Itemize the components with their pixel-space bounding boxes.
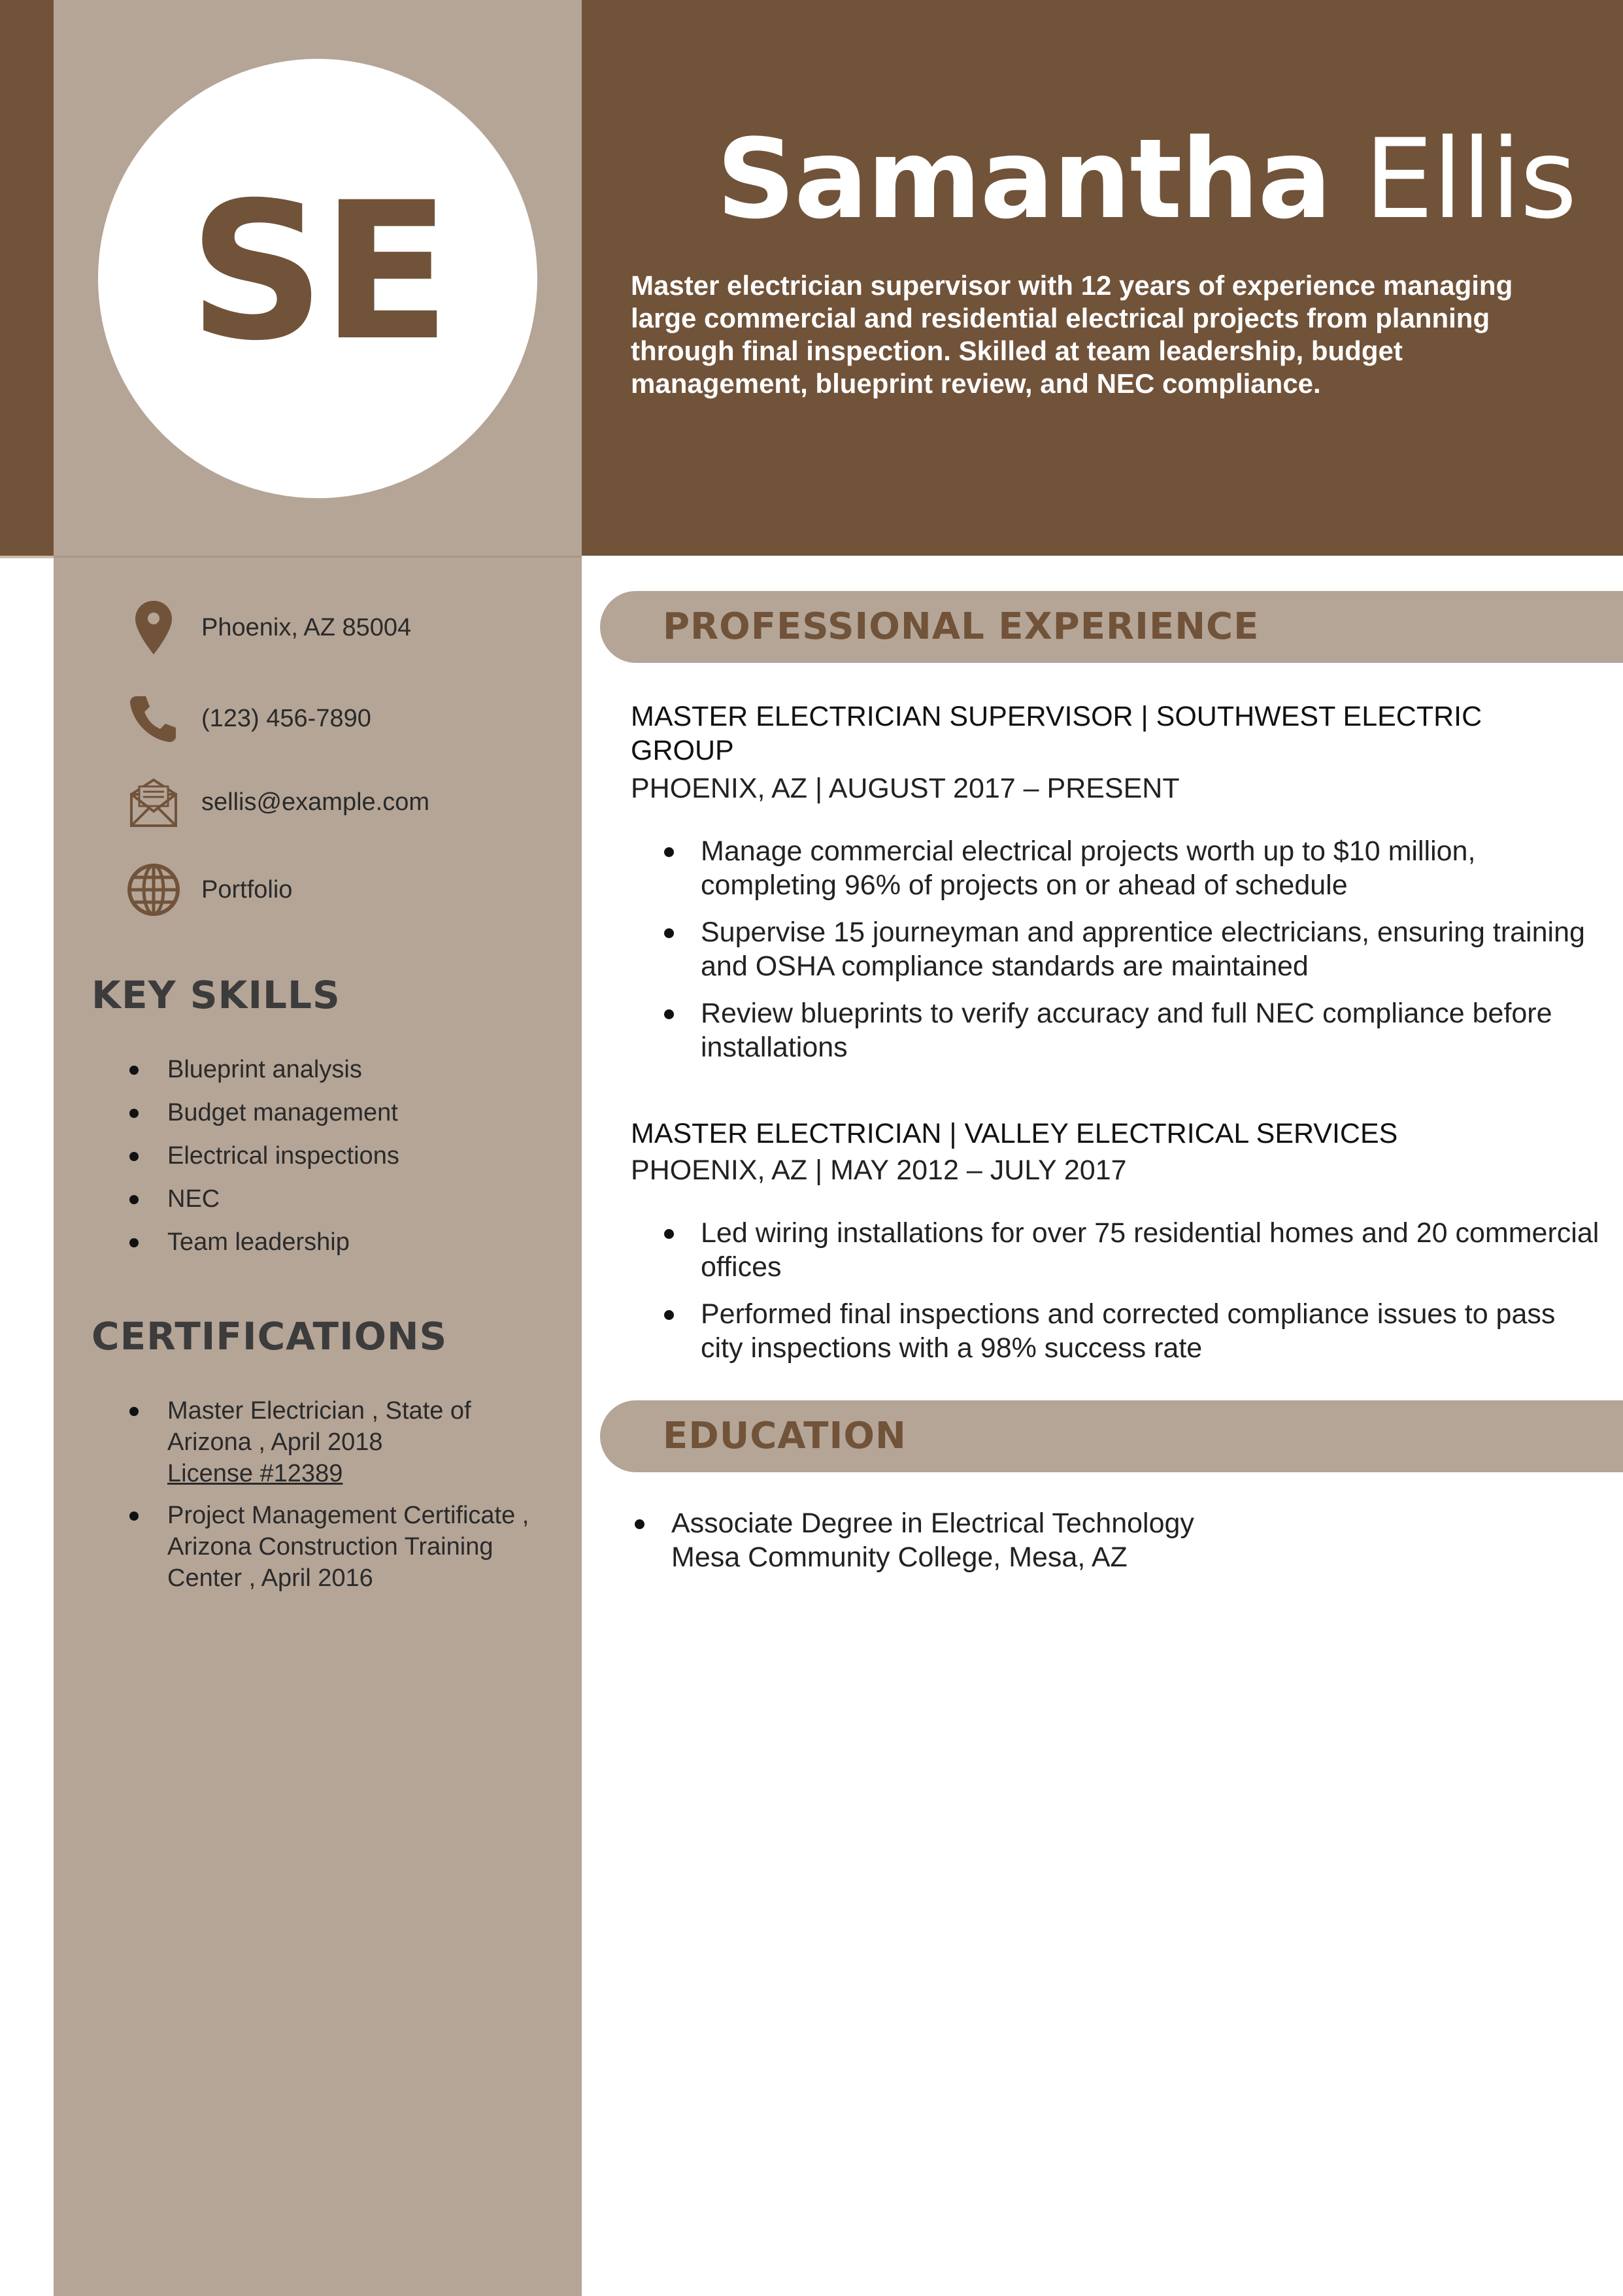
job-meta: PHOENIX, AZ | MAY 2012 – JULY 2017	[631, 1155, 1127, 1186]
map-pin-icon	[124, 598, 183, 657]
education-section-bar	[600, 1400, 1623, 1472]
contact-location	[124, 598, 411, 657]
last-name: Ellis	[1364, 115, 1576, 243]
email-link[interactable]: sellis@example.com	[201, 788, 430, 816]
monogram-initials: SE	[188, 161, 447, 382]
contact-portfolio	[124, 860, 292, 919]
contact-email	[124, 773, 429, 832]
location-text: Phoenix, AZ 85004	[201, 613, 412, 641]
skill-item: Team leadership	[124, 1226, 556, 1270]
globe-icon	[124, 860, 183, 919]
job-bullet: Performed final inspections and corrected compliance issues to pass city inspections with a 98% success rate	[660, 1297, 1601, 1365]
job-bullet: Supervise 15 journeyman and apprentice electricians, ensuring training and OSHA compliance standards are maintained	[660, 915, 1601, 983]
degree-name: Associate Degree in Electrical Technology	[671, 1508, 1194, 1539]
skill-item: NEC	[124, 1183, 556, 1226]
phone-icon	[124, 689, 183, 748]
job-title: MASTER ELECTRICIAN SUPERVISOR | SOUTHWEST ELECTRIC GROUP	[631, 701, 1482, 766]
certification-item	[124, 1395, 556, 1489]
envelope-icon	[124, 773, 183, 832]
portfolio-link[interactable]: Portfolio	[201, 875, 293, 903]
job-bullets	[660, 1216, 1601, 1378]
job-bullet: Led wiring installations for over 75 residential homes and 20 commercial offices	[660, 1216, 1601, 1284]
school-name: Mesa Community College, Mesa, AZ	[671, 1542, 1128, 1573]
phone-text[interactable]: (123) 456-7890	[201, 704, 371, 732]
job-bullets	[660, 834, 1601, 1077]
header-edge-strip	[0, 556, 54, 558]
certification-text: Project Management Certificate , Arizona Construction Training Center , April 2016	[167, 1502, 529, 1592]
contact-phone	[124, 689, 371, 748]
experience-heading: PROFESSIONAL EXPERIENCE	[663, 605, 1260, 648]
job-meta: PHOENIX, AZ | AUGUST 2017 – PRESENT	[631, 773, 1180, 804]
education-heading: EDUCATION	[663, 1415, 907, 1457]
certification-item	[124, 1500, 556, 1594]
education-item	[631, 1506, 1572, 1574]
job-bullet: Manage commercial electrical projects worth up to $10 million, completing 96% of projects on or ahead of schedule	[660, 834, 1601, 902]
skill-item: Electrical inspections	[124, 1140, 556, 1183]
monogram-avatar	[98, 59, 537, 498]
job-bullet: Review blueprints to verify accuracy and full NEC compliance before installations	[660, 996, 1601, 1064]
certification-text: Master Electrician , State of Arizona , April 2018	[167, 1397, 471, 1456]
job-title: MASTER ELECTRICIAN | VALLEY ELECTRICAL SERVICES	[631, 1118, 1398, 1149]
education-list	[631, 1506, 1572, 1574]
professional-summary: Master electrician supervisor with 12 years of experience managing large commercial and residential electrical projects from planning through final inspection. Skilled at team leadership, budget management, blueprint review, and NEC compliance.	[631, 270, 1513, 399]
key-skills-heading: KEY SKILLS	[92, 973, 341, 1017]
skill-item: Budget management	[124, 1097, 556, 1140]
first-name: Samantha	[716, 115, 1331, 243]
candidate-name	[716, 115, 1576, 243]
skill-item: Blueprint analysis	[124, 1054, 556, 1097]
certifications-list	[124, 1395, 556, 1604]
sidebar-divider	[54, 556, 582, 558]
experience-section-bar	[600, 591, 1623, 663]
skills-list	[124, 1054, 556, 1270]
certifications-heading: CERTIFICATIONS	[92, 1314, 448, 1359]
license-link[interactable]: License #12389	[167, 1460, 343, 1487]
